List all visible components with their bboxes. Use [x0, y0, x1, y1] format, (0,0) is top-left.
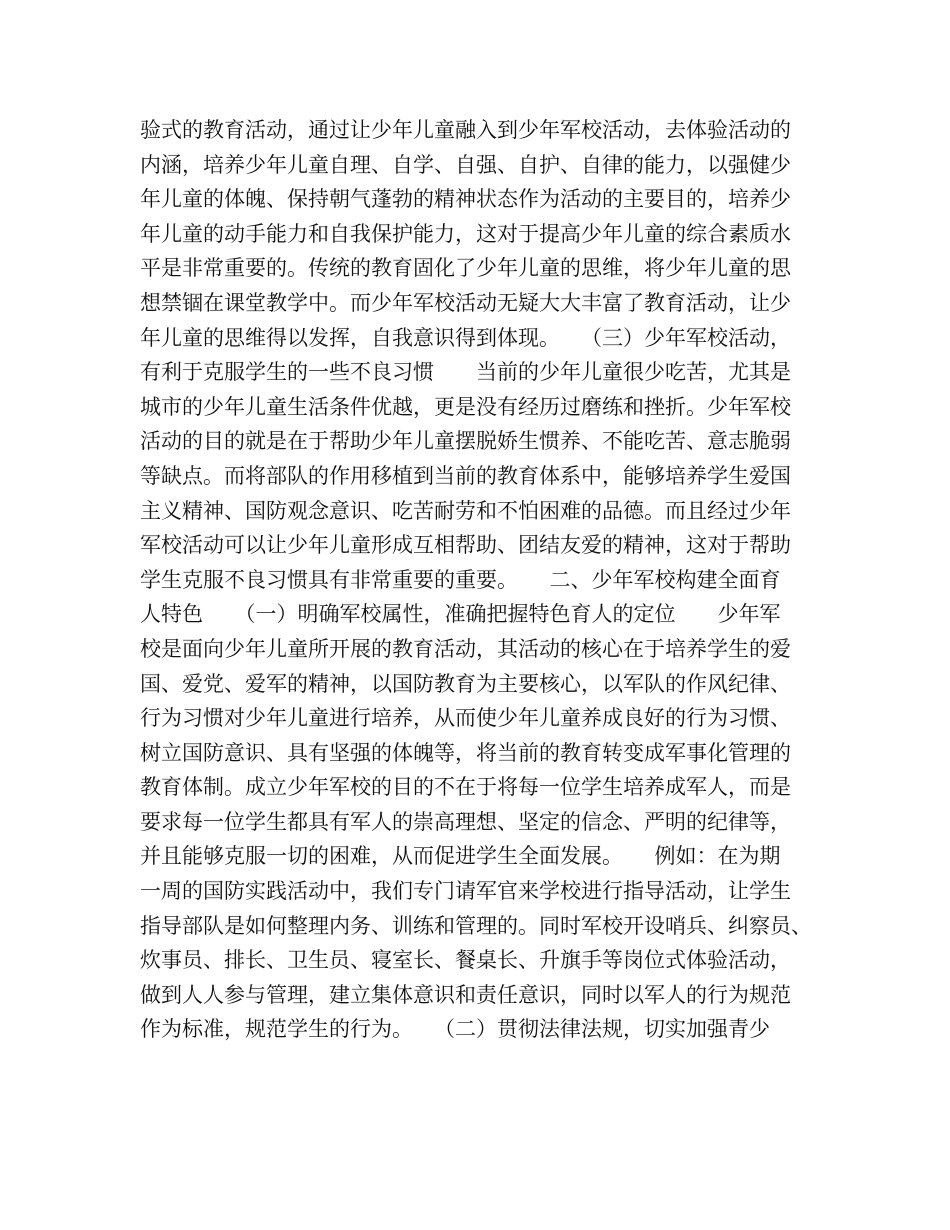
- text-line: 树立国防意识、具有坚强的体魄等，将当前的教育转变成军事化管理的: [140, 740, 791, 765]
- text-line: 年儿童的动手能力和自我保护能力，这对于提高少年儿童的综合素质水: [140, 221, 791, 246]
- text-line: 有利于克服学生的一些不良习惯 当前的少年儿童很少吃苦，尤其是: [140, 360, 791, 385]
- text-line: 等缺点。而将部队的作用移植到当前的教育体系中，能够培养学生爱国: [140, 463, 791, 488]
- text-line: 并且能够克服一切的困难，从而促进学生全面发展。 例如：在为期: [140, 844, 781, 869]
- text-line: 指导部队是如何整理内务、训练和管理的。同时军校开设哨兵、纠察员、: [140, 913, 812, 938]
- text-line: 学生克服不良习惯具有非常重要的重要。 二、少年军校构建全面育: [140, 567, 781, 592]
- text-line: 作为标准，规范学生的行为。 （二）贯彻法律法规，切实加强青少: [140, 1017, 770, 1042]
- text-line: 活动的目的就是在于帮助少年儿童摆脱娇生惯养、不能吃苦、意志脆弱: [140, 429, 791, 454]
- text-line: 行为习惯对少年儿童进行培养，从而使少年儿童养成良好的行为习惯、: [140, 706, 791, 731]
- text-line: 主义精神、国防观念意识、吃苦耐劳和不怕困难的品德。而且经过少年: [140, 498, 791, 523]
- text-line: 军校活动可以让少年儿童形成互相帮助、团结友爱的精神，这对于帮助: [140, 533, 791, 558]
- text-line: 城市的少年儿童生活条件优越，更是没有经历过磨练和挫折。少年军校: [140, 394, 791, 419]
- text-line: 内涵，培养少年儿童自理、自学、自强、自护、自律的能力，以强健少: [140, 152, 791, 177]
- text-line: 年儿童的思维得以发挥，自我意识得到体现。 （三）少年军校活动，: [140, 325, 791, 350]
- text-line: 人特色 （一）明确军校属性，准确把握特色育人的定位 少年军: [140, 602, 781, 627]
- text-line: 国、爱党、爱军的精神，以国防教育为主要核心，以军队的作风纪律、: [140, 671, 791, 696]
- text-line: 验式的教育活动，通过让少年儿童融入到少年军校活动，去体验活动的: [140, 118, 791, 142]
- text-line: 平是非常重要的。传统的教育固化了少年儿童的思维，将少年儿童的思: [140, 256, 791, 281]
- text-line: 年儿童的体魄、保持朝气蓬勃的精神状态作为活动的主要目的，培养少: [140, 187, 791, 212]
- text-line: 教育体制。成立少年军校的目的不在于将每一位学生培养成军人，而是: [140, 775, 791, 800]
- text-line: 做到人人参与管理，建立集体意识和责任意识，同时以军人的行为规范: [140, 982, 791, 1007]
- text-line: 炊事员、排长、卫生员、寝室长、餐桌长、升旗手等岗位式体验活动，: [140, 948, 791, 973]
- text-line: 一周的国防实践活动中，我们专门请军官来学校进行指导活动，让学生: [140, 879, 791, 904]
- body-text: [140, 113, 840, 1047]
- text-line: 校是面向少年儿童所开展的教育活动，其活动的核心在于培养学生的爱: [140, 636, 791, 661]
- text-line: 想禁锢在课堂教学中。而少年军校活动无疑大大丰富了教育活动，让少: [140, 290, 791, 315]
- text-line: 要求每一位学生都具有军人的崇高理想、坚定的信念、严明的纪律等，: [140, 809, 791, 834]
